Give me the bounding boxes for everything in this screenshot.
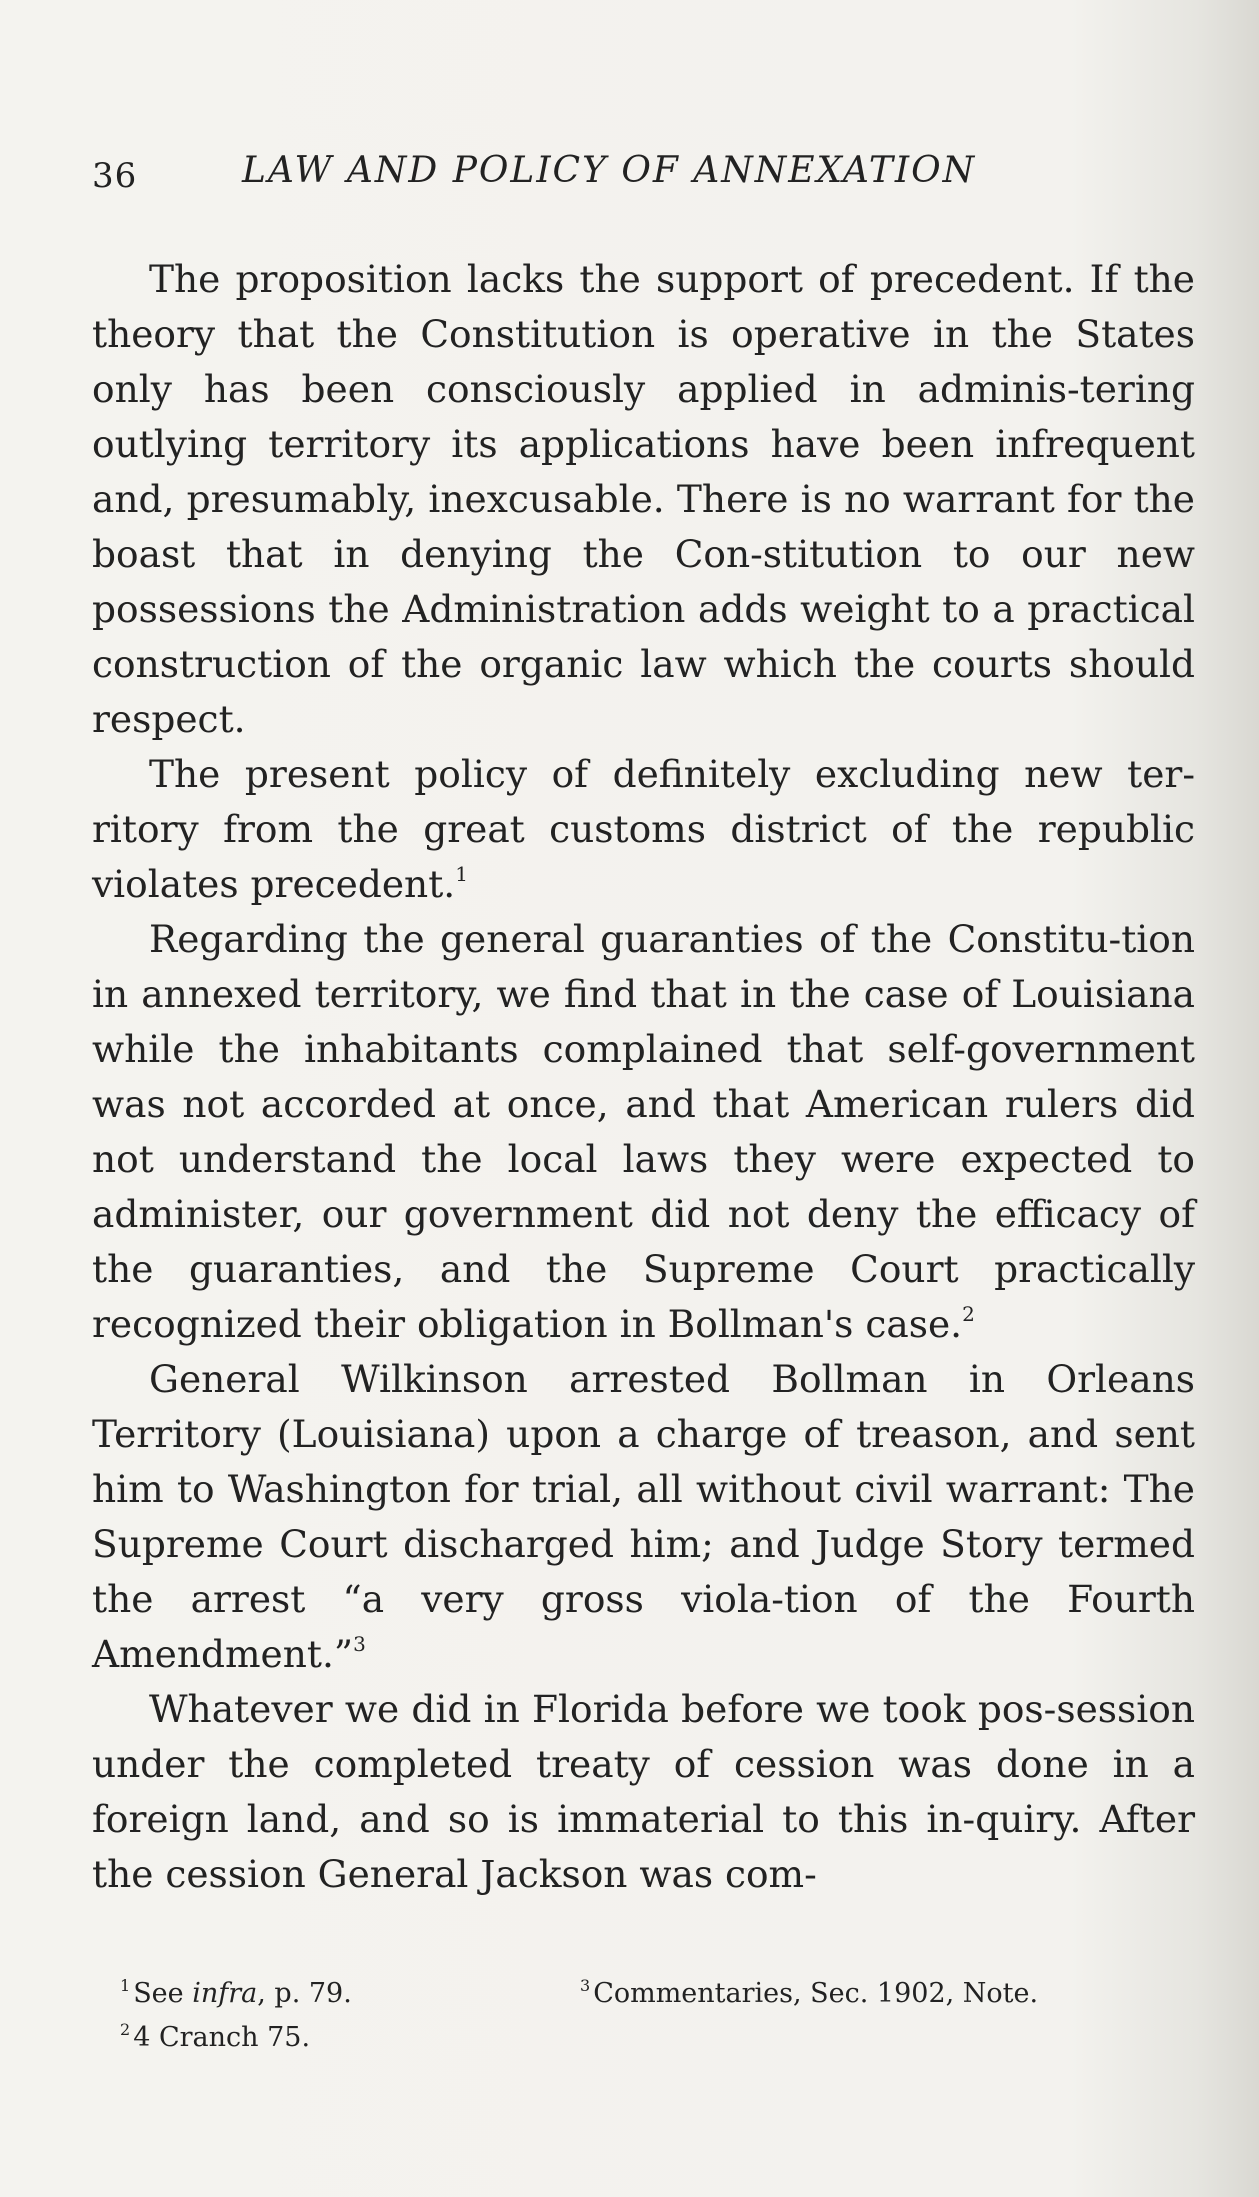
body-text	[92, 252, 1195, 1902]
footnote-reference: 1	[455, 862, 468, 886]
footnote-italic: infra	[192, 1978, 258, 2009]
running-title: LAW AND POLICY OF ANNEXATION	[242, 150, 977, 191]
paragraph: The proposition lacks the support of precedent. If the theory that the Constitution is operative in the States only has been consciously applied in adminis-tering outlying territory its applications have been infrequent and, presumably, inexcusable. There is no warrant for the boast that in denying the Con-stitution to our new possessions the Administration adds weight to a practical construction of the organic law which the courts should respect.	[92, 257, 1195, 741]
page-header	[92, 150, 1192, 200]
paragraph: Regarding the general guaranties of the Constitu-tion in annexed territory, we find that in the case of Louisiana while the inhabitants complained that self-government was not accorded at once, and that American rulers did not understand the local laws they were expected to administer, our government did not deny the efficacy of the guaranties, and the Supreme Court practically recognized their obligation in Bollman's case.$^2$	[92, 917, 1195, 1346]
footnote: $^1$ See infra, p. 79.	[120, 1976, 352, 2009]
paragraph: Whatever we did in Florida before we took pos-session under the completed treaty of cession was done in a foreign land, and so is immaterial to this in-quiry. After the cession General Jackson was com-	[92, 1687, 1195, 1896]
footnote: $^2$ 4 Cranch 75.	[120, 2020, 311, 2053]
paragraph: General Wilkinson arrested Bollman in Orleans Territory (Louisiana) upon a charge of treason, and sent him to Washington for trial, all without civil warrant: The Supreme Court discharged him; and Judge Story termed the arrest “a very gross viola-tion of the Fourth Amendment.”$^3$	[92, 1357, 1195, 1676]
footnote-reference: 3	[353, 1632, 366, 1656]
footnote-mark: 1	[120, 1976, 131, 1995]
footnote-mark: 3	[580, 1976, 591, 1995]
page-number: 36	[92, 156, 138, 196]
footnote-mark: 2	[120, 2020, 131, 2039]
footnote: $^3$ Commentaries, Sec. 1902, Note.	[580, 1976, 1039, 2009]
footnote-reference: 2	[962, 1302, 975, 1326]
paragraph: The present policy of definitely excluding new ter-ritory from the great customs district of the republic violates precedent.$^1$	[92, 752, 1195, 906]
